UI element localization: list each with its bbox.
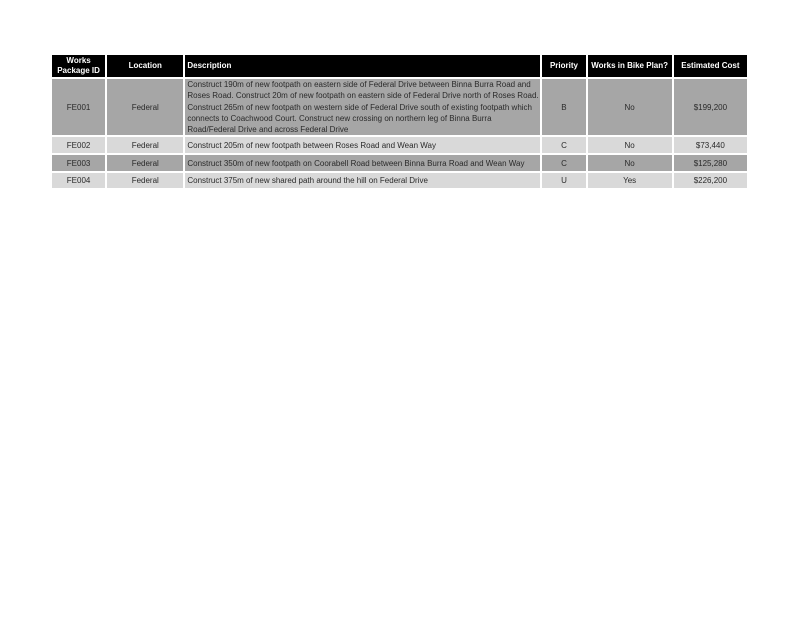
cell-bike-plan: No: [588, 137, 672, 153]
header-estimated-cost: Estimated Cost: [674, 55, 747, 77]
cell-priority: C: [542, 155, 585, 171]
cell-id: FE004: [52, 173, 105, 188]
cell-location: Federal: [107, 79, 183, 135]
table-row: [52, 173, 747, 188]
cell-location: Federal: [107, 155, 183, 171]
header-works-in-bike-plan: Works in Bike Plan?: [588, 55, 672, 77]
cell-id: FE002: [52, 137, 105, 153]
cell-bike-plan: Yes: [588, 173, 672, 188]
table-row: [52, 155, 747, 171]
cell-description: Construct 205m of new footpath between Roses Road and Wean Way: [185, 137, 540, 153]
table-row: [52, 79, 747, 135]
cell-description: Construct 375m of new shared path around the hill on Federal Drive: [185, 173, 540, 188]
cell-id: FE001: [52, 79, 105, 135]
cell-cost: $226,200: [674, 173, 747, 188]
cell-location: Federal: [107, 173, 183, 188]
header-description: Description: [185, 55, 540, 77]
works-package-table: [50, 53, 749, 190]
cell-priority: C: [542, 137, 585, 153]
header-works-package-id: [52, 55, 105, 77]
cell-bike-plan: No: [588, 155, 672, 171]
table-row: [52, 137, 747, 153]
cell-location: Federal: [107, 137, 183, 153]
cell-description: Construct 190m of new footpath on eastern side of Federal Drive between Binna Burra Road and Roses Road. Construct 20m of new footpath on eastern side of Federal Drive north of Roses Road. Construct 265m of new footpath on western side of Federal Drive south of existing footpath which connects to Coachwood Court. Construct new crossing on northern leg of Binna Burra Road/Federal Drive and across Federal Drive: [187, 80, 539, 135]
header-id-line-2: Package ID: [57, 66, 100, 75]
cell-id: FE003: [52, 155, 105, 171]
cell-cost: $199,200: [674, 79, 747, 135]
cell-bike-plan: No: [588, 79, 672, 135]
header-priority: Priority: [542, 55, 585, 77]
header-id-line-1: Works: [66, 56, 91, 65]
cell-cost: $125,280: [674, 155, 747, 171]
works-package-table-container: [52, 55, 747, 188]
cell-cost: $73,440: [674, 137, 747, 153]
cell-description: Construct 350m of new footpath on Coorabell Road between Binna Burra Road and Wean Way: [185, 155, 540, 171]
cell-priority: B: [542, 79, 585, 135]
cell-priority: U: [542, 173, 585, 188]
header-location: Location: [107, 55, 183, 77]
table-header-row: [52, 55, 747, 77]
